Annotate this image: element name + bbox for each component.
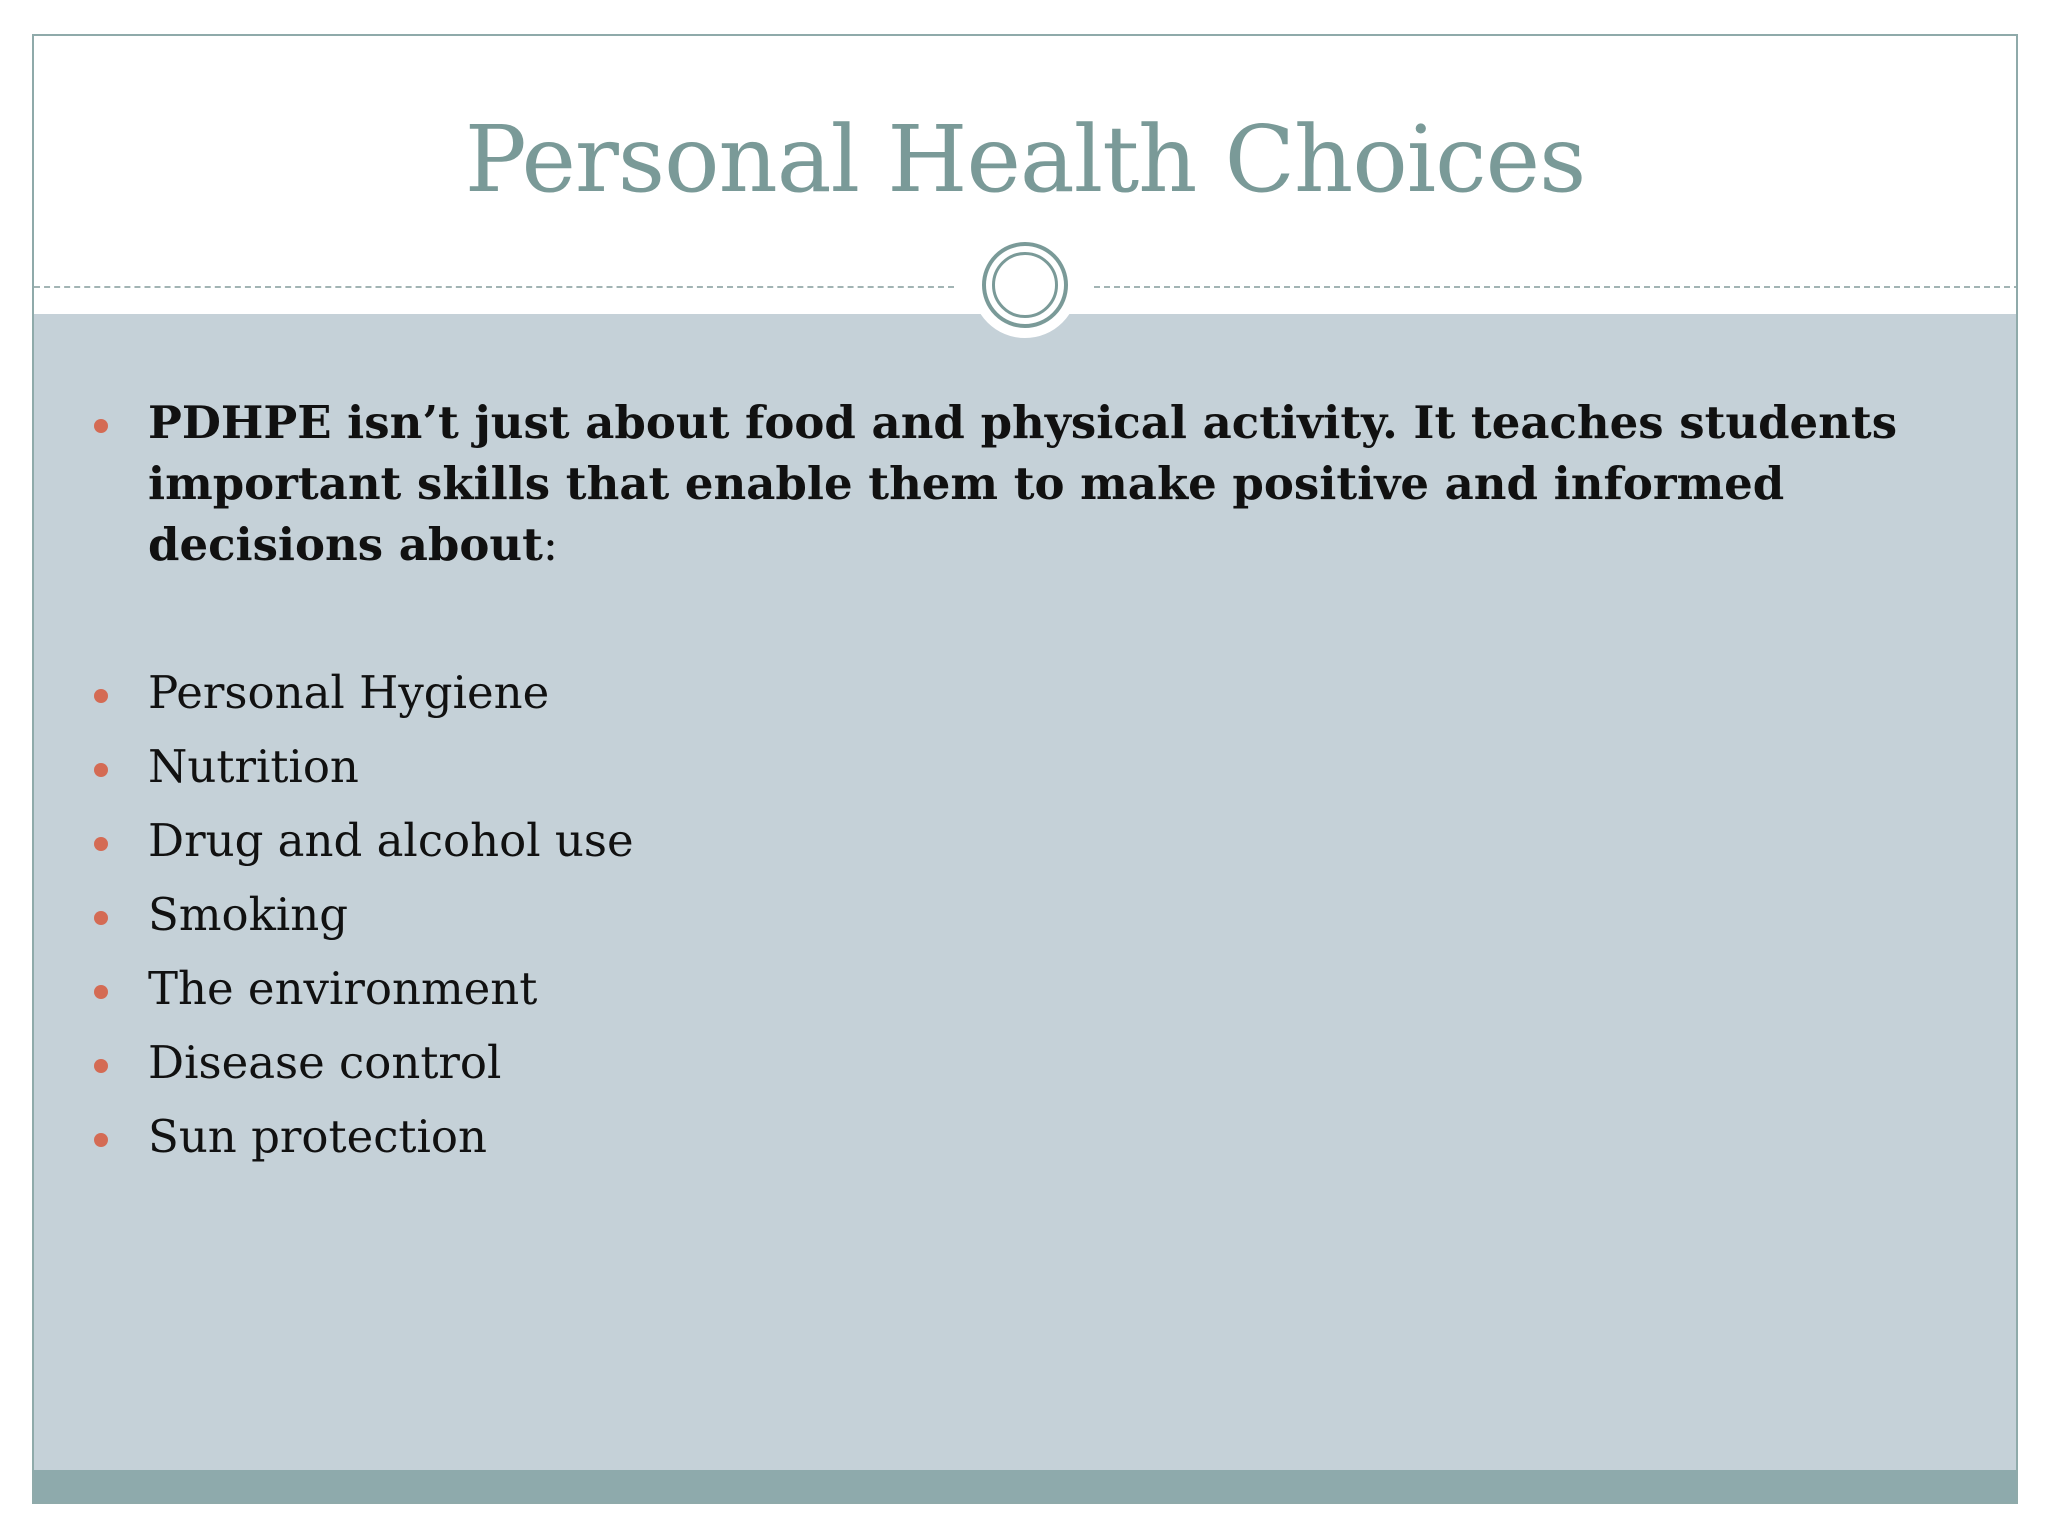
header-divider-right	[1094, 286, 2018, 288]
ornament-inner-ring	[992, 252, 1058, 318]
bullet-dot-icon	[94, 689, 108, 703]
circle-ornament-icon	[972, 232, 1078, 338]
list-item-label: Nutrition	[148, 740, 359, 793]
bullet-dot-icon	[94, 763, 108, 777]
intro-bullet	[148, 392, 1908, 575]
slide	[32, 34, 2018, 1504]
list-item	[148, 958, 1908, 1019]
bullet-dot-icon	[94, 837, 108, 851]
list-item	[148, 884, 1908, 945]
intro-colon: :	[542, 518, 559, 571]
list-item-label: Drug and alcohol use	[148, 814, 634, 867]
list-item-label: Smoking	[148, 888, 349, 941]
bullet-dot-icon	[94, 1059, 108, 1073]
list-item	[148, 736, 1908, 797]
header-divider-left	[34, 286, 954, 288]
bullet-dot-icon	[94, 911, 108, 925]
list-item-label: Personal Hygiene	[148, 666, 550, 719]
list-item	[148, 1032, 1908, 1093]
list-item	[148, 1106, 1908, 1167]
slide-content	[34, 314, 2016, 1470]
slide-title: Personal Health Choices	[464, 106, 1586, 213]
list-item	[148, 810, 1908, 871]
footer-bar	[34, 1470, 2016, 1504]
list-item	[148, 662, 1908, 723]
list-item-label: Sun protection	[148, 1110, 487, 1163]
list-item-label: Disease control	[148, 1036, 502, 1089]
bullet-dot-icon	[94, 1133, 108, 1147]
bullet-dot-icon	[94, 419, 108, 433]
list-item-label: The environment	[148, 962, 538, 1015]
intro-text: PDHPE isn’t just about food and physical activity. It teaches students important skills that enable them to make positive and informed decisions about	[148, 396, 1898, 571]
bullet-dot-icon	[94, 985, 108, 999]
